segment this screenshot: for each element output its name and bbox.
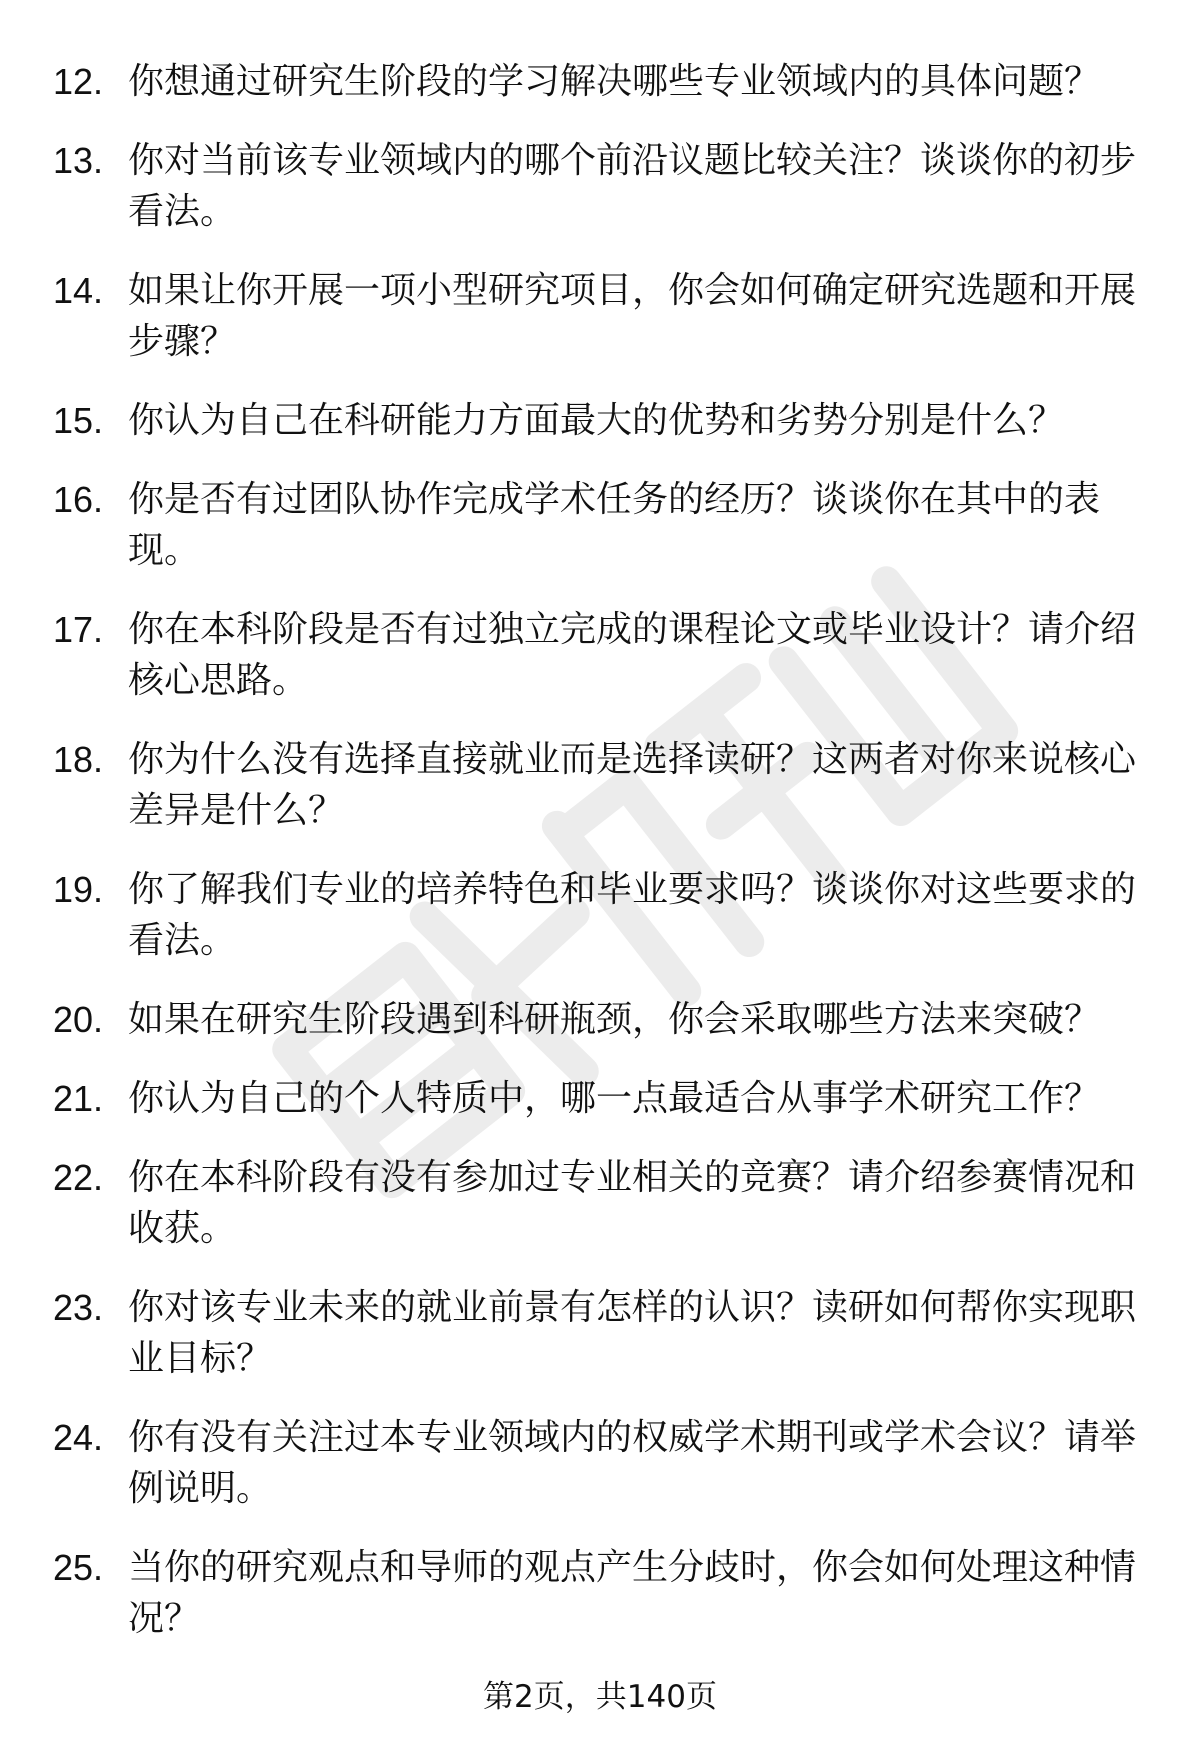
question-item (0, 1542, 1200, 1644)
question-item (0, 395, 1200, 446)
question-text: 你认为自己的个人特质中，哪一点最适合从事学术研究工作？ (128, 1078, 1101, 1119)
question-number: 25. (53, 1547, 104, 1588)
question-item (0, 1282, 1200, 1384)
question-text: 你了解我们专业的培养特色和毕业要求吗？谈谈你对这些要求的看法。 (128, 869, 1137, 961)
question-text: 你对该专业未来的就业前景有怎样的认识？读研如何帮你实现职业目标？ (128, 1287, 1137, 1379)
question-text: 当你的研究观点和导师的观点产生分歧时，你会如何处理这种情况？ (128, 1547, 1137, 1639)
question-item (0, 864, 1200, 966)
question-number: 15. (53, 400, 104, 441)
question-number: 12. (53, 61, 104, 102)
question-item (0, 474, 1200, 576)
question-text: 你在本科阶段有没有参加过专业相关的竞赛？请介绍参赛情况和收获。 (128, 1157, 1137, 1249)
question-text: 你想通过研究生阶段的学习解决哪些专业领域内的具体问题？ (128, 61, 1101, 102)
question-number: 18. (53, 739, 104, 780)
question-number: 23. (53, 1287, 104, 1328)
question-number: 16. (53, 479, 104, 520)
question-item (0, 265, 1200, 367)
question-number: 13. (53, 140, 104, 181)
question-number: 17. (53, 609, 104, 650)
page-footer: 第2页，共140页 (483, 1679, 717, 1715)
question-text: 你有没有关注过本专业领域内的权威学术期刊或学术会议？请举例说明。 (128, 1417, 1137, 1509)
question-text: 你是否有过团队协作完成学术任务的经历？谈谈你在其中的表现。 (128, 479, 1101, 571)
question-item (0, 994, 1200, 1045)
question-item (0, 1073, 1200, 1124)
question-item (0, 135, 1200, 237)
question-text: 你认为自己在科研能力方面最大的优势和劣势分别是什么？ (128, 400, 1065, 441)
question-item (0, 1152, 1200, 1254)
question-number: 20. (53, 999, 104, 1040)
question-number: 14. (53, 270, 104, 311)
question-item (0, 734, 1200, 836)
question-number: 21. (53, 1078, 104, 1119)
question-item (0, 56, 1200, 107)
question-item (0, 604, 1200, 706)
question-text: 如果在研究生阶段遇到科研瓶颈，你会采取哪些方法来突破？ (128, 999, 1101, 1040)
question-text: 如果让你开展一项小型研究项目，你会如何确定研究选题和开展步骤？ (128, 270, 1137, 362)
question-list (0, 56, 1200, 1672)
question-text: 你为什么没有选择直接就业而是选择读研？这两者对你来说核心差异是什么？ (128, 739, 1137, 831)
question-number: 24. (53, 1417, 104, 1458)
question-number: 19. (53, 869, 104, 910)
question-text: 你在本科阶段是否有过独立完成的课程论文或毕业设计？请介绍核心思路。 (128, 609, 1137, 701)
question-text: 你对当前该专业领域内的哪个前沿议题比较关注？谈谈你的初步看法。 (128, 140, 1137, 232)
question-item (0, 1412, 1200, 1514)
question-number: 22. (53, 1157, 104, 1198)
